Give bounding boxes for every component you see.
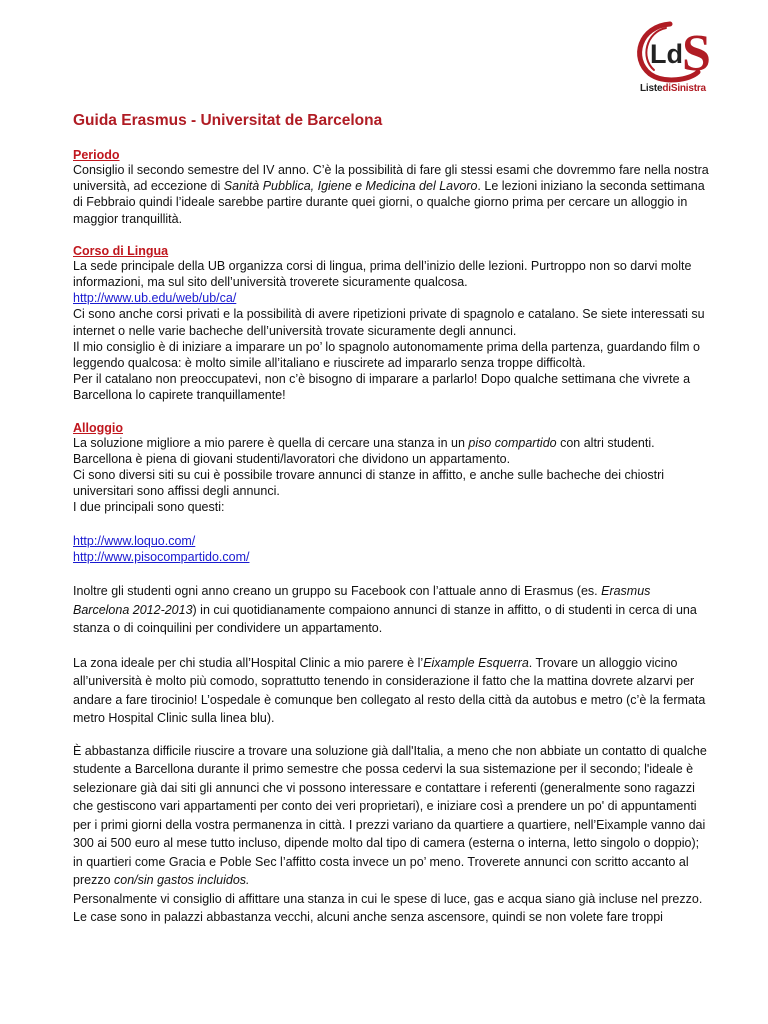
document-title: Guida Erasmus - Universitat de Barcelona: [73, 112, 383, 129]
periodo-paragraph: [73, 162, 709, 227]
pisocompartido-link[interactable]: http://www.pisocompartido.com/: [73, 549, 250, 564]
difficile-paragraph: [73, 742, 709, 890]
zona-italic: Eixample Esquerra: [423, 655, 529, 670]
facebook-text: Inoltre gli studenti ogni anno creano un gruppo su Facebook con l’attuale anno di Erasmus (es.: [73, 584, 602, 599]
zona-paragraph: [73, 654, 709, 728]
logo-caption: [640, 83, 706, 94]
logo-caption-di: di: [662, 83, 671, 94]
facebook-text-end: ) in cui quotidianamente compaiono annunci di stanze in affitto, o di studenti in cerca di una stanza o di coinquilini per condividere un appartamento.: [73, 602, 697, 636]
corso-paragraph-4: Per il catalano non preoccupatevi, non c’è bisogno di imparare a parlarlo! Dopo qualche settimana che vivrete a Barcellona lo capirete tranquillamente!: [73, 372, 691, 403]
section-heading-corso: Corso di Lingua: [73, 243, 169, 258]
corso-paragraph-2: Ci sono anche corsi privati e la possibilità di avere ripetizioni private di spagnolo e catalano. Se siete interessati su internet o nelle varie bacheche dell’università trovate sicuramente degli annunci.: [73, 307, 705, 338]
difficile-text: È abbastanza difficile riuscire a trovare una soluzione già dall'Italia, a meno che non abbiate un contatto di qualche studente a Barcellona durante il primo semestre che possa cedervi la sua sistemazione per il secondo; l'ideale è selezionare già dai siti gli annunci che vi possono interessare e contattare i referenti (generalmente sono ragazzi che gestiscono vari appartamenti per conto dei veri proprietari), e iniziare così a prendere un po' di appuntamenti per i primi giorni della vostra permanenza in città. I prezzi variano da quartiere a quartiere, nell’Eixample vanno dai 300 ai 500 euro al mese tutto incluso, dipende molto dal tipo di camera (esterna o interna, letto singolo o doppio); in quartieri come Gracia e Poble Sec l’affitto costa invece un po’ meno. Troverete annunci con scritto accanto al prezzo: [73, 743, 707, 888]
difficile-italic: con/sin gastos incluidos.: [114, 873, 250, 888]
spese-paragraph: Personalmente vi consiglio di affittare una stanza in cui le spese di luce, gas e acqua siano già incluse nel prezzo.: [73, 891, 703, 906]
corso-paragraph-3: Il mio consiglio è di iniziare a imparare un po’ lo spagnolo autonomamente prima della partenza, guardando film o leggendo qualcosa: è molto simile all’italiano e riuscirete ad impararlo senza troppe difficoltà.: [73, 339, 700, 371]
periodo-text-end: . Le lezioni iniziano la seconda settimana di Febbraio quindi l’ideale sarebbe partire durante quei giorni, o qualche giorno prima per cercare un alloggio in maggior tranquillità.: [73, 179, 705, 226]
alloggio-paragraph-1: [73, 435, 709, 467]
alloggio-text: La soluzione migliore a mio parere è quella di cercare una stanza in un: [73, 435, 469, 450]
logo-caption-sinistra: Sinistra: [670, 83, 706, 94]
zona-text: La zona ideale per chi studia all’Hospital Clinic a mio parere è l’: [73, 655, 424, 670]
lds-logo-mark-icon: [632, 18, 744, 84]
ub-website-link[interactable]: http://www.ub.edu/web/ub/ca/: [73, 291, 237, 306]
liste-di-sinistra-logo: [632, 18, 744, 98]
loquo-link[interactable]: http://www.loquo.com/: [73, 533, 196, 548]
case-paragraph: Le case sono in palazzi abbastanza vecchi, alcuni anche senza ascensore, quindi se non volete fare troppi: [73, 910, 663, 925]
alloggio-italic: piso compartido: [468, 435, 557, 450]
periodo-italic: Sanità Pubblica, Igiene e Medicina del Lavoro: [223, 179, 478, 194]
logo-caption-liste: Liste: [640, 83, 663, 94]
section-heading-alloggio: Alloggio: [73, 420, 123, 435]
alloggio-paragraph-2: Ci sono diversi siti su cui è possibile trovare annunci di stanze in affitto, e anche sulle bacheche dei chiostri universitari sono affissi degli annunci.: [73, 468, 665, 499]
logo-mark-letter: S: [682, 25, 711, 82]
facebook-paragraph: [73, 582, 709, 638]
facebook-italic: Erasmus Barcelona 2012-2013: [73, 584, 651, 617]
zona-text-end: . Trovare un alloggio vicino all’università è molto più comodo, soprattutto tenendo in considerazione il fatto che la mattina dovrete alzarvi per andare a fare tirocinio! L’ospedale è comunque ben collegato al resto della città da autobus e metro (c’è la fermata metro Hospital Clinic sulla linea blu).: [73, 655, 706, 726]
alloggio-paragraph-3: I due principali sono questi:: [73, 500, 225, 515]
periodo-text: Consiglio il secondo semestre del IV anno. C’è la possibilità di fare gli stessi esami che dovremmo fare nella nostra università, ad eccezione di: [73, 163, 709, 194]
section-heading-periodo: Periodo: [73, 148, 120, 162]
corso-paragraph-1: La sede principale della UB organizza corsi di lingua, prima dell’inizio delle lezioni. Purtroppo non so darvi molte informazioni, ma sul sito dell’università troverete sicuramente qualcosa.: [73, 258, 692, 290]
document-body: [73, 112, 709, 927]
alloggio-text-end: con altri studenti. Barcellona è piena di giovani studenti/lavoratori che dividono un appartamento.: [73, 435, 655, 466]
logo-mark-text: Ld: [650, 39, 683, 69]
